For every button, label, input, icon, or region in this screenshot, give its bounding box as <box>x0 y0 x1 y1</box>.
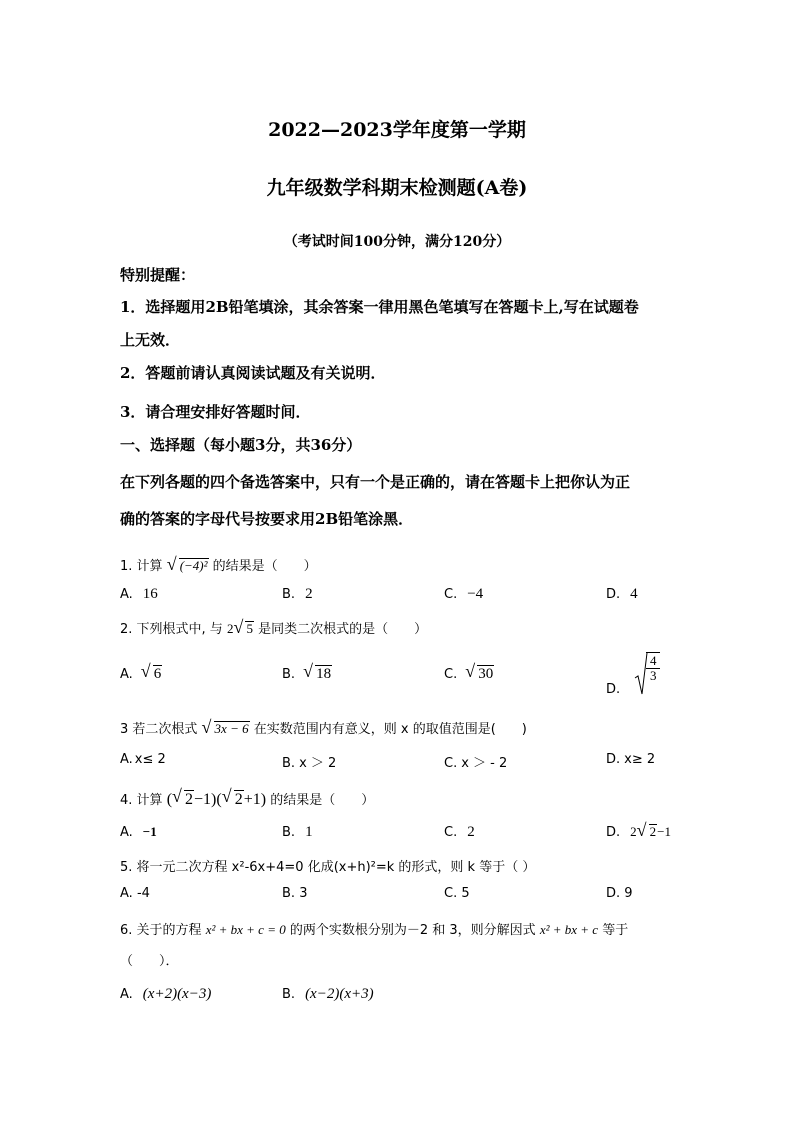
q4-expression: (√ 2−1)(√ 2+1) <box>167 791 266 808</box>
q3-option-c: C. x ＞ - 2 <box>444 756 508 771</box>
q5-option-a: A. -4 <box>120 886 150 901</box>
q3-prefix: 3 若二次根式 <box>120 722 198 737</box>
q1-suffix: 的结果是（ ） <box>212 559 317 574</box>
q1-option-b: B. 2 <box>282 586 313 602</box>
q3-radical: √ 3x − 6 <box>204 721 250 737</box>
q6-option-a: A. (x+2)(x−3) <box>120 986 212 1002</box>
q2-option-b: B.√ 18 <box>282 665 332 683</box>
section-instruction-line2: 确的答案的字母代号按要求用2B铅笔涂黑． <box>120 510 414 528</box>
question-5: 5. 将一元二次方程 x²-6x+4=0 化成(x+h)²=k 的形式，则 k 等于（ ） <box>120 860 536 875</box>
exam-subtitle: 九年级数学科期末检测题(A卷) <box>266 177 528 199</box>
q5-option-b: B. 3 <box>282 886 308 901</box>
q4-option-c: C. 2 <box>444 824 475 840</box>
reminder-2: 2．答题前请认真阅读试题及有关说明． <box>120 364 386 382</box>
q3-option-b: B. x ＞ 2 <box>282 756 337 771</box>
q2-option-d: D. $\frac{4}{3}$ <box>606 652 660 685</box>
reminder-1-line1: 1．选择题用2B铅笔填涂，其余答案一律用黑色笔填写在答题卡上,写在试题卷 <box>120 298 639 316</box>
q2-radical: √ 5 <box>235 621 254 637</box>
q6-expression: x² + bx + c <box>539 922 599 937</box>
q1-prefix: 1. 计算 <box>120 559 163 574</box>
q1-option-d: D. 4 <box>606 586 638 602</box>
q1-option-c: C. −4 <box>444 586 484 602</box>
question-3 <box>120 718 527 737</box>
question-6: 6. 关于的方程 x² + bx + c = 0 的两个实数根分别为－2 和 3，则分解因式 x² + bx + c 等于 <box>120 922 629 938</box>
q2-prefix: 2. 下列根式中, 与 <box>120 622 223 637</box>
q4-option-a: A. −1 <box>120 824 157 840</box>
q5-option-d: D. 9 <box>606 886 633 901</box>
radical-sign-icon <box>634 652 648 696</box>
q2-option-a: A.√ 6 <box>120 665 162 683</box>
q2-option-c: C.√ 30 <box>444 665 494 683</box>
question-1 <box>120 555 317 574</box>
q2-coef: 2 <box>226 621 234 636</box>
reminder-3: 3．请合理安排好答题时间． <box>120 403 311 421</box>
reminder-label: 特别提醒： <box>120 266 196 284</box>
q3-option-d: D. x≥ 2 <box>606 752 656 767</box>
q4-prefix: 4. 计算 <box>120 793 163 808</box>
q4-option-d: D. 2√ 2−1 <box>606 824 671 840</box>
section-heading: 一、选择题（每小题3分，共36分） <box>120 436 362 454</box>
q6-line2: （ ）． <box>120 954 179 969</box>
q6-equation: x² + bx + c = 0 <box>205 922 286 937</box>
reminder-1-line2: 上无效． <box>120 331 181 349</box>
q1-radical: √ (−4)² <box>169 558 209 574</box>
q1-option-a: A. 16 <box>120 586 158 602</box>
question-4 <box>120 789 374 809</box>
exam-note: （考试时间100分钟，满分120分） <box>283 234 511 250</box>
q3-suffix: 在实数范围内有意义，则 x 的取值范围是( ) <box>253 722 527 737</box>
section-instruction-line1: 在下列各题的四个备选答案中，只有一个是正确的，请在答题卡上把你认为正 <box>120 473 631 491</box>
q4-option-b: B. 1 <box>282 824 313 840</box>
exam-title: 2022—2023学年度第一学期 <box>268 119 526 141</box>
question-2 <box>120 618 427 637</box>
q2-suffix: 是同类二次根式的是（ ） <box>258 622 428 637</box>
q6-option-b: B. (x−2)(x+3) <box>282 986 374 1002</box>
q3-option-a: A. x≤ 2 <box>120 752 166 767</box>
q4-suffix: 的结果是（ ） <box>270 793 375 808</box>
q5-option-c: C. 5 <box>444 886 470 901</box>
